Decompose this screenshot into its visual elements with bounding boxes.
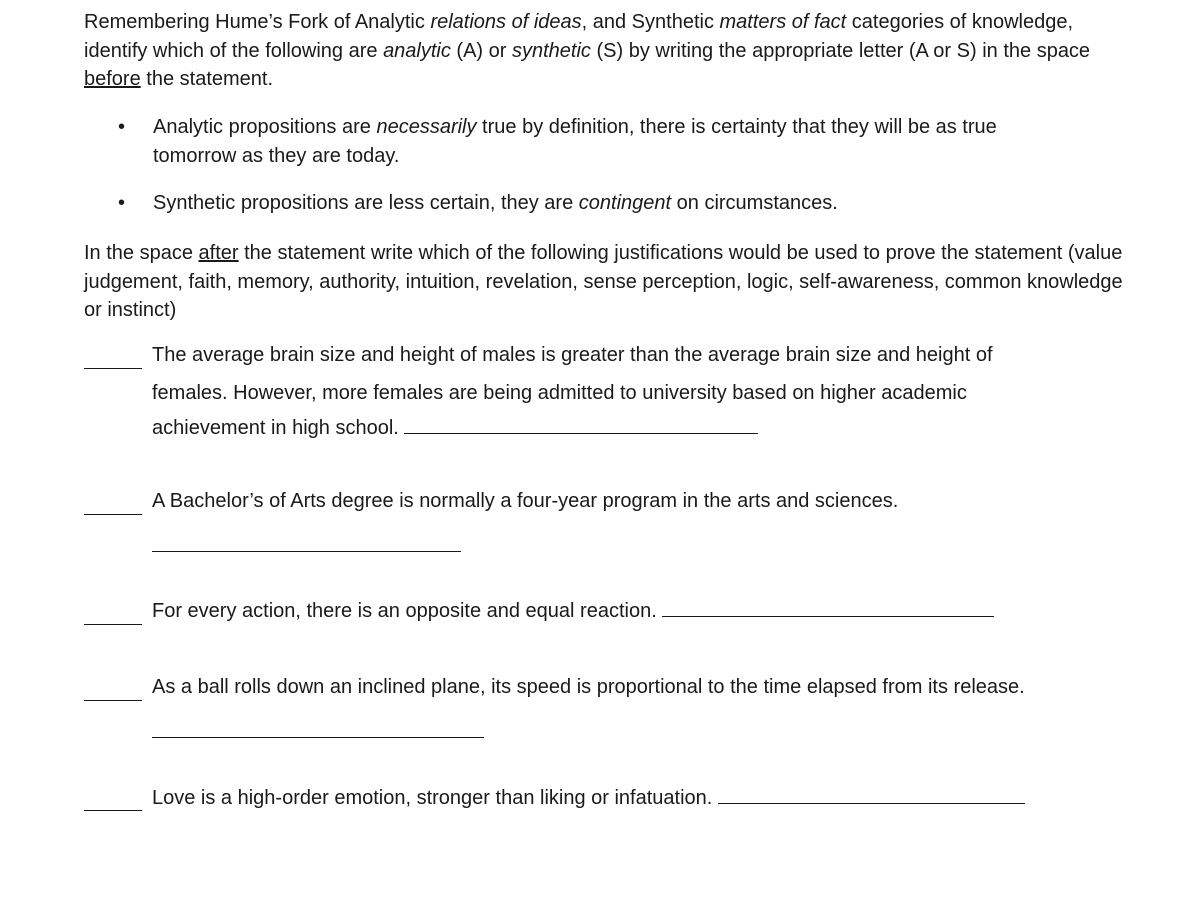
instructions-paragraph: In the space after the statement write which of the following justifications would be used to prove the statement (value judgement, faith, memory, authority, intuition, revelation, sense perception, logic, self-awareness, common knowledge or instinct) <box>84 242 1123 321</box>
justification-blank-q5[interactable] <box>718 803 1025 804</box>
intro-text: the statement. <box>140 68 274 90</box>
question-3-line: For every action, there is an opposite and equal reaction. <box>152 600 1112 623</box>
intro-text: (S) by writing the appropriate letter (A or S) in the space <box>590 39 1091 62</box>
question-5-line: Love is a high-order emotion, stronger than liking or infatuation. <box>152 787 1112 810</box>
bullet-text: Analytic propositions are necessarily true by definition, there is certainty that they will be as true tomorrow as they are today. <box>153 116 997 167</box>
answer-blank-q3[interactable] <box>84 624 142 625</box>
intro-text: Remembering Hume’s Fork of Analytic <box>84 11 431 33</box>
justification-blank-q1[interactable] <box>404 433 758 434</box>
bullet-dot: • <box>118 192 126 214</box>
bullet-text: Synthetic propositions are less certain, they are contingent on circumstances. <box>153 192 838 214</box>
answer-blank-q1[interactable] <box>84 368 142 369</box>
answer-blank-q2[interactable] <box>84 514 142 515</box>
question-1-line-1: The average brain size and height of males is greater than the average brain size and height of <box>152 344 993 366</box>
intro-emphasis: relations of ideas <box>430 11 582 33</box>
justification-blank-q3[interactable] <box>662 616 994 617</box>
question-2-text: A Bachelor’s of Arts degree is normally a four-year program in the arts and sciences. <box>152 490 899 512</box>
question-4-text: As a ball rolls down an inclined plane, its speed is proportional to the time elapsed from its release. <box>152 676 1025 698</box>
answer-blank-q5[interactable] <box>84 810 142 811</box>
intro-text: categories of knowledge, identify which of the following are <box>84 11 1074 62</box>
bullet-dot: • <box>118 116 126 138</box>
answer-blank-q4[interactable] <box>84 700 142 701</box>
instructions-underline: after <box>198 242 239 264</box>
intro-text: , and Synthetic <box>581 11 720 33</box>
intro-underline: before <box>84 68 141 90</box>
intro-emphasis: matters of fact <box>719 11 847 33</box>
intro-emphasis: analytic <box>383 39 451 62</box>
justification-blank-q4[interactable] <box>152 737 484 738</box>
question-1-line-3: achievement in high school. <box>152 417 1112 440</box>
intro-text: (A) or <box>450 39 512 62</box>
justification-blank-q2[interactable] <box>152 551 461 552</box>
intro-emphasis: synthetic <box>512 39 591 62</box>
question-1-line-2: females. However, more females are being admitted to university based on higher academic <box>152 382 967 404</box>
intro-paragraph <box>84 8 1124 94</box>
